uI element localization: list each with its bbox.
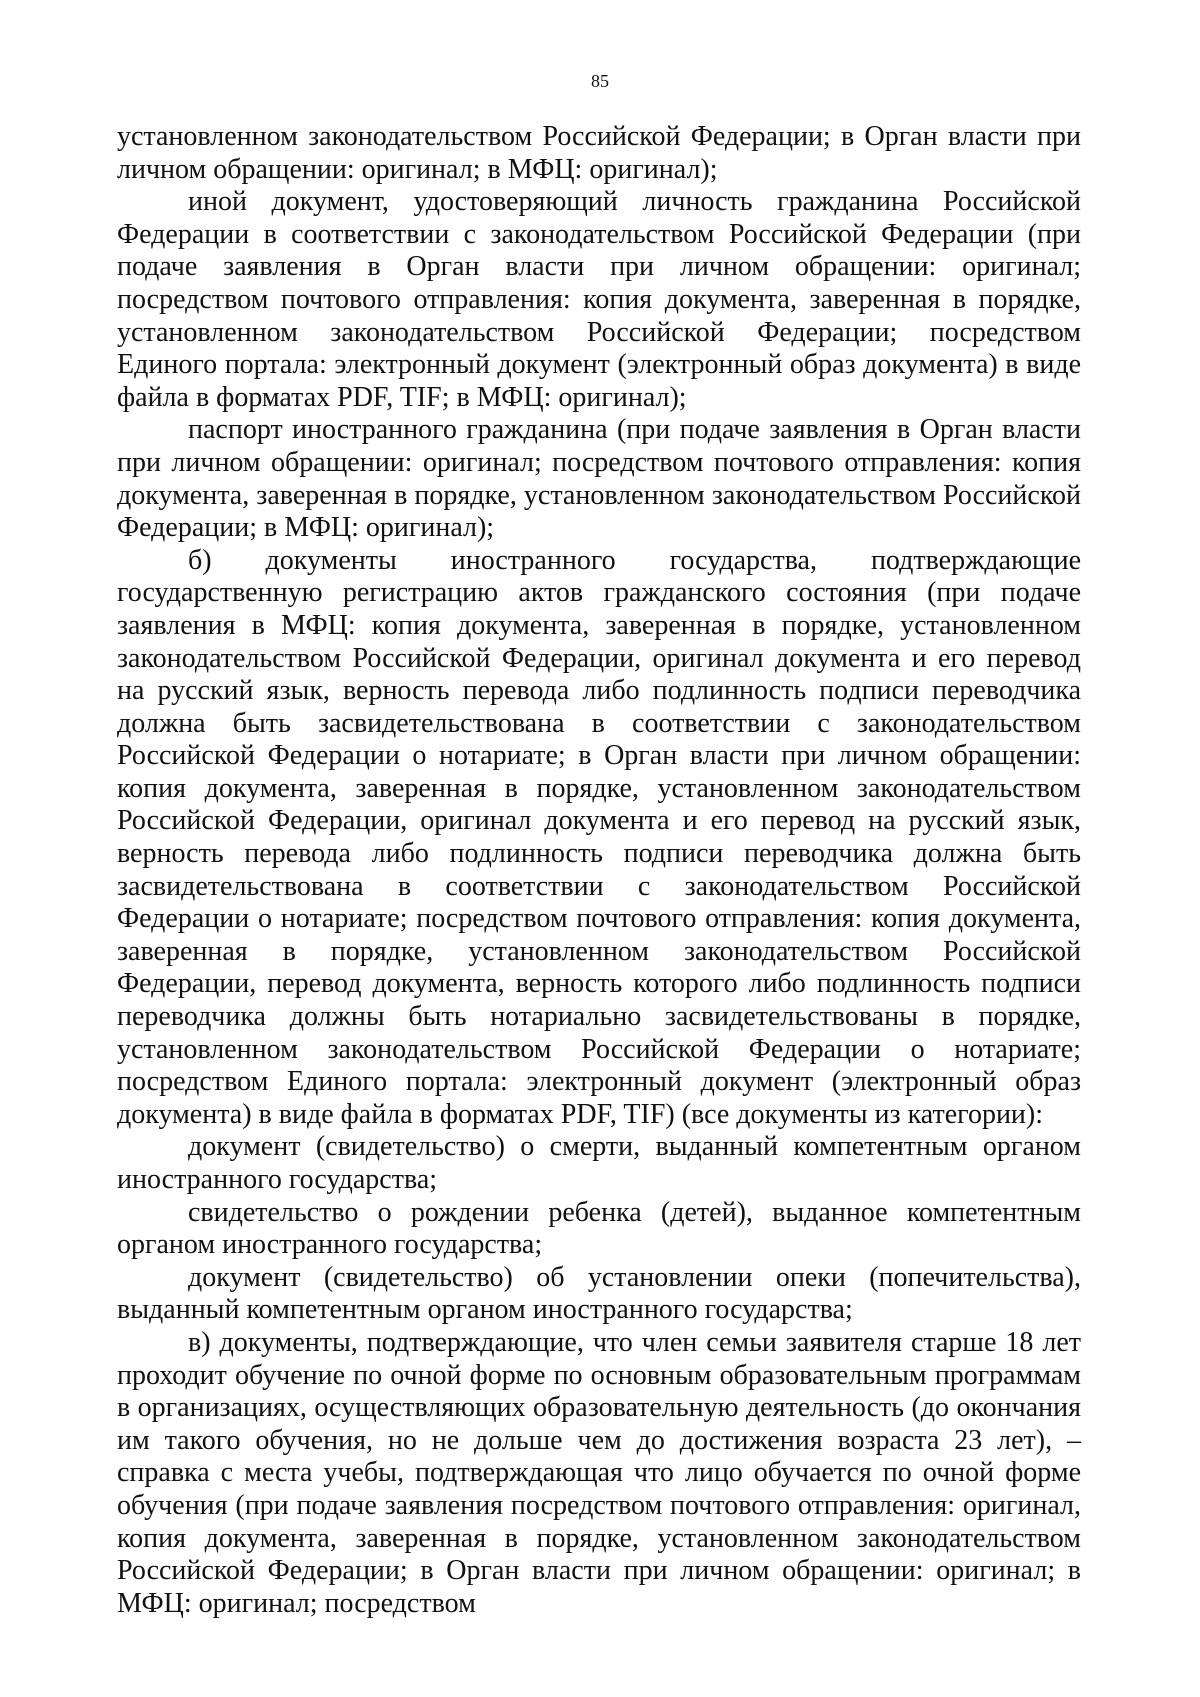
paragraph-guardianship-document: документ (свидетельство) об установлении опеки (попечительства), выданный компетентным органом иностранного государства; — [117, 1261, 1081, 1326]
paragraph-item-b-foreign-documents: б) документы иностранного государства, подтверждающие государственную регистрацию актов гражданского состояния (при подаче заявления в МФЦ: копия документа, заверенная в порядке, установленном законодательством Российской Федерации, оригинал документа и его перевод на русский язык, верность перевода либо подлинность подписи переводчика должна быть засвидетельствована в соответствии с законодательством Российской Федерации о нотариате; в Орган власти при личном обращении: копия документа, заверенная в порядке, установленном законодательством Российской Федерации, оригинал документа и его перевод на русский язык, верность перевода либо подлинность подписи переводчика должна быть засвидетельствована в соответствии с законодательством Российской Федерации о нотариате; посредством почтового отправления: копия документа, заверенная в порядке, установленном законодательством Российской Федерации, перевод документа, верность которого либо подлинность подписи переводчика должны быть нотариально засвидетельствованы в порядке, установленном законодательством Российской Федерации о нотариате; посредством Единого портала: электронный документ (электронный образ документа) в виде файла в форматах PDF, TIF) (все документы из категории): — [117, 544, 1081, 1130]
paragraph-continuation: установленном законодательством Российской Федерации; в Орган власти при личном обращении: оригинал; в МФЦ: оригинал); — [117, 121, 1081, 185]
paragraph-birth-certificate: свидетельство о рождении ребенка (детей), выданное компетентным органом иностранного государства; — [117, 1196, 1081, 1261]
document-body — [117, 121, 1081, 1620]
paragraph-identity-document: иной документ, удостоверяющий личность гражданина Российской Федерации в соответствии с законодательством Российской Федерации (при подаче заявления в Орган власти при личном обращении: оригинал; посредством почтового отправления: копия документа, заверенная в порядке, установленном законодательством Российской Федерации; посредством Единого портала: электронный документ (электронный образ документа) в виде файла в форматах PDF, TIF; в МФЦ: оригинал); — [117, 186, 1081, 413]
paragraph-foreign-passport: паспорт иностранного гражданина (при подаче заявления в Орган власти при личном обращении: оригинал; посредством почтового отправления: копия документа, заверенная в порядке, установленном законодательством Российской Федерации; в МФЦ: оригинал); — [117, 414, 1081, 544]
paragraph-death-certificate: документ (свидетельство) о смерти, выданный компетентным органом иностранного государства; — [117, 1131, 1081, 1195]
page-number: 85 — [591, 71, 609, 91]
paragraph-item-v-education-documents: в) документы, подтверждающие, что член семьи заявителя старше 18 лет проходит обучение по очной форме по основным образовательным программам в организациях, осуществляющих образовательную деятельность (до окончания им такого обучения, но не дольше чем до достижения возраста 23 лет), – справка с места учебы, подтверждающая что лицо обучается по очной форме обучения (при подаче заявления посредством почтового отправления: оригинал, копия документа, заверенная в порядке, установленном законодательством Российской Федерации; в Орган власти при личном обращении: оригинал; в МФЦ: оригинал; посредством — [117, 1326, 1081, 1619]
